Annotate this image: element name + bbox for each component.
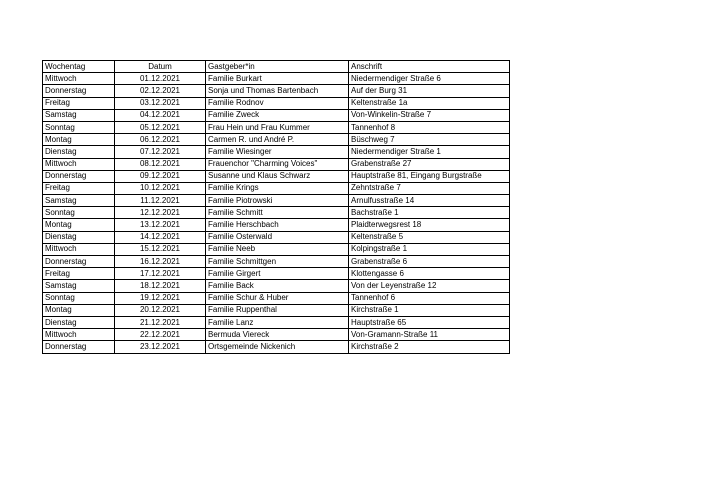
table-row [43, 134, 510, 146]
table-row [43, 292, 510, 304]
table-row [43, 280, 510, 292]
host-cell: Familie Neeb [206, 243, 349, 255]
date-cell: 02.12.2021 [115, 85, 206, 97]
weekday-cell: Mittwoch [43, 73, 115, 85]
date-cell: 06.12.2021 [115, 134, 206, 146]
host-cell: Familie Back [206, 280, 349, 292]
address-cell: Grabenstraße 6 [349, 256, 510, 268]
weekday-cell: Samstag [43, 195, 115, 207]
table-row [43, 316, 510, 328]
address-cell: Bachstraße 1 [349, 207, 510, 219]
host-cell: Familie Schur & Huber [206, 292, 349, 304]
weekday-cell: Samstag [43, 280, 115, 292]
address-cell: Keltenstraße 5 [349, 231, 510, 243]
weekday-cell: Dienstag [43, 231, 115, 243]
host-cell: Bermuda Viereck [206, 329, 349, 341]
weekday-cell: Mittwoch [43, 158, 115, 170]
address-cell: Auf der Burg 31 [349, 85, 510, 97]
host-cell: Susanne und Klaus Schwarz [206, 170, 349, 182]
weekday-cell: Mittwoch [43, 243, 115, 255]
address-cell: Hauptstraße 81, Eingang Burgstraße [349, 170, 510, 182]
weekday-cell: Freitag [43, 97, 115, 109]
host-cell: Familie Rodnov [206, 97, 349, 109]
date-cell: 19.12.2021 [115, 292, 206, 304]
weekday-cell: Montag [43, 134, 115, 146]
date-cell: 12.12.2021 [115, 207, 206, 219]
address-cell: Niedermendiger Straße 6 [349, 73, 510, 85]
date-cell: 18.12.2021 [115, 280, 206, 292]
date-cell: 09.12.2021 [115, 170, 206, 182]
weekday-cell: Donnerstag [43, 170, 115, 182]
address-cell: Grabenstraße 27 [349, 158, 510, 170]
date-cell: 10.12.2021 [115, 182, 206, 194]
address-cell: Klottengasse 6 [349, 268, 510, 280]
host-cell: Familie Wiesinger [206, 146, 349, 158]
host-cell: Familie Osterwald [206, 231, 349, 243]
date-cell: 07.12.2021 [115, 146, 206, 158]
table-row [43, 109, 510, 121]
weekday-cell: Sonntag [43, 121, 115, 133]
weekday-cell: Freitag [43, 268, 115, 280]
table-row [43, 146, 510, 158]
weekday-cell: Samstag [43, 109, 115, 121]
host-cell: Familie Schmittgen [206, 256, 349, 268]
date-cell: 20.12.2021 [115, 304, 206, 316]
address-cell: Von-Gramann-Straße 11 [349, 329, 510, 341]
table-row [43, 268, 510, 280]
host-cell: Frau Hein und Frau Kummer [206, 121, 349, 133]
table-row [43, 256, 510, 268]
table-row [43, 341, 510, 353]
date-cell: 05.12.2021 [115, 121, 206, 133]
address-cell: Von der Leyenstraße 12 [349, 280, 510, 292]
date-cell: 17.12.2021 [115, 268, 206, 280]
address-cell: Tannenhof 6 [349, 292, 510, 304]
table-row [43, 73, 510, 85]
date-cell: 04.12.2021 [115, 109, 206, 121]
host-cell: Familie Burkart [206, 73, 349, 85]
weekday-cell: Montag [43, 219, 115, 231]
host-cell: Familie Ruppenthal [206, 304, 349, 316]
table-row [43, 329, 510, 341]
table-row [43, 219, 510, 231]
date-cell: 23.12.2021 [115, 341, 206, 353]
date-cell: 16.12.2021 [115, 256, 206, 268]
address-cell: Zehntstraße 7 [349, 182, 510, 194]
host-cell: Frauenchor "Charming Voices" [206, 158, 349, 170]
host-cell: Familie Herschbach [206, 219, 349, 231]
weekday-cell: Mittwoch [43, 329, 115, 341]
weekday-cell: Donnerstag [43, 256, 115, 268]
date-cell: 22.12.2021 [115, 329, 206, 341]
header-date: Datum [115, 61, 206, 73]
table-row [43, 97, 510, 109]
table-row [43, 182, 510, 194]
date-cell: 21.12.2021 [115, 316, 206, 328]
date-cell: 14.12.2021 [115, 231, 206, 243]
date-cell: 13.12.2021 [115, 219, 206, 231]
weekday-cell: Donnerstag [43, 341, 115, 353]
address-cell: Kirchstraße 2 [349, 341, 510, 353]
address-cell: Hauptstraße 65 [349, 316, 510, 328]
table-row [43, 85, 510, 97]
table-row [43, 304, 510, 316]
host-cell: Familie Girgert [206, 268, 349, 280]
table-row [43, 170, 510, 182]
table-body [43, 73, 510, 353]
weekday-cell: Montag [43, 304, 115, 316]
address-cell: Niedermendiger Straße 1 [349, 146, 510, 158]
date-cell: 03.12.2021 [115, 97, 206, 109]
date-cell: 01.12.2021 [115, 73, 206, 85]
header-host: Gastgeber*in [206, 61, 349, 73]
address-cell: Tannenhof 8 [349, 121, 510, 133]
host-cell: Carmen R. und André P. [206, 134, 349, 146]
table-row [43, 243, 510, 255]
table-row [43, 195, 510, 207]
address-cell: Plaidterwegsrest 18 [349, 219, 510, 231]
weekday-cell: Sonntag [43, 292, 115, 304]
date-cell: 15.12.2021 [115, 243, 206, 255]
schedule-table [42, 60, 510, 354]
address-cell: Arnulfusstraße 14 [349, 195, 510, 207]
header-address: Anschrift [349, 61, 510, 73]
address-cell: Büschweg 7 [349, 134, 510, 146]
address-cell: Kolpingstraße 1 [349, 243, 510, 255]
header-weekday: Wochentag [43, 61, 115, 73]
weekday-cell: Sonntag [43, 207, 115, 219]
host-cell: Ortsgemeinde Nickenich [206, 341, 349, 353]
table-row [43, 158, 510, 170]
address-cell: Keltenstraße 1a [349, 97, 510, 109]
table-row [43, 121, 510, 133]
address-cell: Kirchstraße 1 [349, 304, 510, 316]
weekday-cell: Freitag [43, 182, 115, 194]
weekday-cell: Dienstag [43, 146, 115, 158]
table-row [43, 231, 510, 243]
weekday-cell: Dienstag [43, 316, 115, 328]
weekday-cell: Donnerstag [43, 85, 115, 97]
date-cell: 11.12.2021 [115, 195, 206, 207]
host-cell: Familie Zweck [206, 109, 349, 121]
date-cell: 08.12.2021 [115, 158, 206, 170]
header-row [43, 61, 510, 73]
table-row [43, 207, 510, 219]
host-cell: Familie Lanz [206, 316, 349, 328]
host-cell: Familie Piotrowski [206, 195, 349, 207]
host-cell: Familie Schmitt [206, 207, 349, 219]
host-cell: Familie Krings [206, 182, 349, 194]
host-cell: Sonja und Thomas Bartenbach [206, 85, 349, 97]
address-cell: Von-Winkelin-Straße 7 [349, 109, 510, 121]
